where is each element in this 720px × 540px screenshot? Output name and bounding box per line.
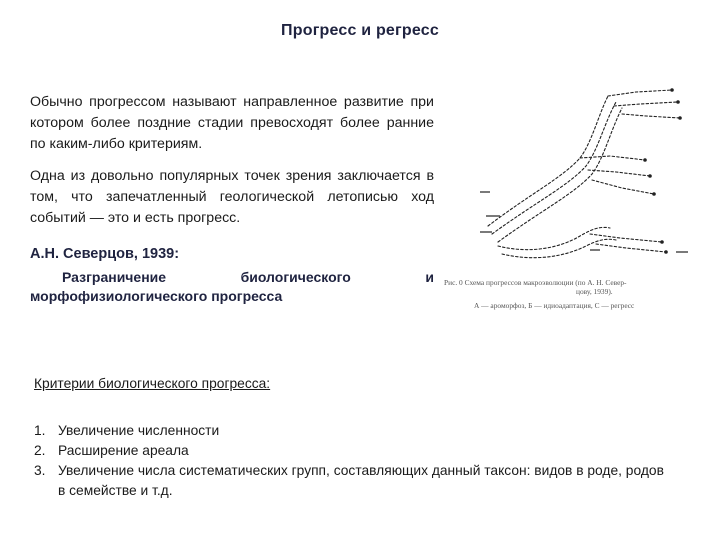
middle-branch-3 xyxy=(592,180,654,194)
list-item-number: 3. xyxy=(34,463,46,478)
middle-branch-1 xyxy=(580,156,645,160)
criteria-heading: Критерии биологического прогресса: xyxy=(34,376,271,391)
author-citation: А.Н. Северцов, 1939: xyxy=(30,246,180,262)
lower-branch-1 xyxy=(590,234,662,242)
figure-caption xyxy=(444,278,706,310)
list-item xyxy=(34,461,674,501)
list-item xyxy=(34,421,674,441)
subheading-line-2: морфофизиологического прогресса xyxy=(30,288,283,304)
paragraph-geological-record: Одна из довольно популярных точек зрения заключается в том, что запечатленный геологической летописью ход событий — это и есть прогресс. xyxy=(30,168,434,226)
subheading xyxy=(30,268,434,306)
figure-caption-line-3: А — ароморфоз, Б — идиоадаптация, С — регресс xyxy=(474,300,635,310)
upper-branch-1 xyxy=(608,90,672,96)
list-item-number: 2. xyxy=(34,443,46,458)
figure-caption-line-2: цову, 1939). xyxy=(576,287,613,297)
aromorphosis-curve-a xyxy=(488,96,608,226)
list-item-number: 1. xyxy=(34,423,46,438)
upper-branch-2 xyxy=(614,102,678,106)
branch-end-markers xyxy=(643,88,682,254)
upper-branch-3 xyxy=(622,114,680,118)
list-item-text: Расширение ареала xyxy=(58,443,189,458)
list-item-text: Увеличение численности xyxy=(58,423,220,438)
criteria-list xyxy=(34,421,674,501)
subheading-line-1: Разграничение биологического и xyxy=(62,269,434,285)
lower-branch-2 xyxy=(596,244,666,252)
list-item xyxy=(34,441,674,461)
regression-curve-b xyxy=(502,239,616,257)
paragraph-progress-definition: Обычно прогрессом называют направленное развитие при котором более поздние стадии превосходят более ранние по каким-либо критериям. xyxy=(30,94,434,152)
page-title: Прогресс и регресс xyxy=(281,22,439,39)
level-marks xyxy=(480,192,688,252)
list-item-text: Увеличение числа систематических групп, составляющих данный таксон: видов в роде, родов в семействе и т.д. xyxy=(58,463,664,498)
middle-branch-2 xyxy=(588,170,650,176)
figure-caption-line-1: Рис. 0 Схема прогрессов макроэволюции (по А. Н. Север- xyxy=(444,278,627,287)
aromorphosis-curve-b xyxy=(492,102,616,234)
